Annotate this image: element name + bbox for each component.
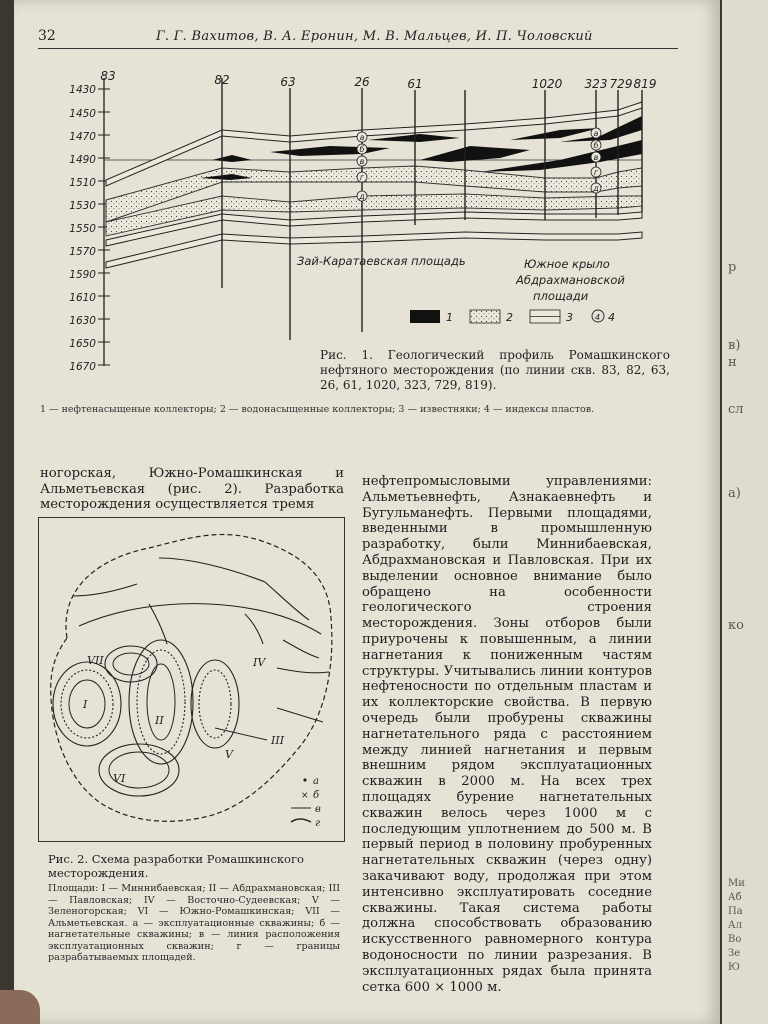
next-page-fragment: Зе	[728, 948, 741, 959]
legend-swatch-water	[470, 310, 500, 323]
area-boundary	[277, 668, 329, 673]
well-label: 819	[633, 77, 657, 91]
well-label: 26	[354, 75, 370, 89]
oil-saturated-lens	[212, 155, 252, 162]
area-boundary	[245, 614, 263, 644]
running-header-authors: Г. Г. Вахитов, В. А. Еронин, М. В. Мальцев, И. П. Чоловский	[156, 29, 593, 44]
region-label: IV	[253, 656, 266, 669]
area-label: Зай-Каратаевская площадь	[297, 254, 466, 268]
depth-label: 1430	[69, 84, 96, 96]
development-scheme-figure	[38, 517, 345, 842]
well-label: 1020	[531, 77, 563, 91]
figure2-caption: Рис. 2. Схема разработки Ромашкинского месторождения.	[48, 852, 304, 880]
figure1-legend: 1 — нефтенасыщеные коллекторы; 2 — водонасыщенные коллекторы; 3 — известняки; 4 — индексы пластов.	[40, 404, 595, 415]
next-page-fragment: Па	[728, 906, 743, 917]
region-label: VI	[113, 772, 126, 785]
depth-label: 1610	[69, 292, 96, 304]
development-scheme-map	[39, 518, 344, 841]
legend-symbol-injection-well: ×	[301, 791, 309, 801]
area-label: Южное крыло	[524, 257, 610, 271]
area-boundary	[149, 604, 167, 644]
depth-label: 1470	[69, 131, 96, 143]
layer-index-label: б	[593, 141, 599, 150]
next-page-fragment: Ми	[728, 878, 745, 889]
layer-index-label: г	[593, 168, 599, 177]
legend-letter: б	[313, 790, 320, 801]
well-row	[137, 650, 185, 754]
depth-label: 1650	[69, 338, 96, 350]
legend-letter: в	[315, 804, 321, 815]
next-page-fragment: Аб	[728, 892, 742, 903]
layer-index-label: а	[359, 133, 365, 142]
depth-label: 1670	[69, 361, 96, 373]
next-page-fragment: Ю	[728, 962, 740, 973]
layer-index-label: в	[359, 157, 365, 166]
depth-label: 1590	[69, 269, 96, 281]
legend-letter: г	[315, 818, 321, 829]
well-label: 729	[609, 77, 633, 91]
next-page-fragment: сл	[728, 402, 744, 417]
depth-label: 1530	[69, 200, 96, 212]
layer-index-label: а	[593, 129, 599, 138]
region-label: III	[271, 734, 285, 747]
next-page-fragment: р	[728, 260, 737, 275]
depth-label: 1490	[69, 154, 96, 166]
layer-index-label: д	[593, 184, 599, 193]
depth-label: 1570	[69, 246, 96, 258]
layer-index-label: д	[359, 192, 365, 201]
legend-symbol-area-boundary	[291, 819, 311, 822]
well-row	[113, 653, 149, 675]
geological-profile-figure	[0, 0, 768, 400]
legend-symbol-production-well	[303, 778, 306, 781]
area-boundary	[277, 708, 323, 722]
next-page-fragment: Ал	[728, 920, 742, 931]
figure1-caption: Рис. 1. Геологический профиль Ромашкинского нефтяного месторождения (по линии скв. 83, 82, 63, 26, 61, 1020, 323, 729, 819).	[320, 348, 670, 392]
area-boundary	[79, 604, 321, 634]
depth-label: 1630	[69, 315, 96, 327]
depth-label: 1550	[69, 223, 96, 235]
legend-number: 4	[608, 311, 615, 324]
body-text-right: нефтепромысловыми управлениями: Альметьевнефть, Азнакаевнефть и Бугульманефть. Первыми площадями, введенными в промышленную разработку, были Миннибаевская, Абдрахмановская и Павловская. При их выделении основное внимание было обращено на особенности геологического строения месторождения. Зоны отборов были приурочены к повышенным, а линии нагнетания к пониженным частям структуры. Учитывались линии контуров нефтеносности по отдельным пластам и их коллекторские свойства. В первую очередь были пробурены скважины нагнетательного ряда с расстоянием между линией нагнетания и первым внешним рядом эксплуатационных скважин в 2000 м. На всех трех площадях бурение нагнетательных скважин велось через 1000 м с последующим уплотнением до 500 м. В первый период в половину пробуренных нагнетательных скважин (через одну) закачивают воду, продолжая при этом интенсивно эксплуатировать соседние скважины. Такая система работы должна способствовать образованию искусственного равномерного контура водоносности по линии разрезания. В эксплуатационных рядах была принята сетка 600 × 1000 м.	[362, 474, 652, 995]
next-page-fragment: в)	[728, 338, 741, 353]
legend-letter: а	[313, 776, 319, 787]
body-text-left: ногорская, Южно-Ромашкинская и Альметьевская (рис. 2). Разработка месторождения осуществляется тремя	[40, 466, 344, 512]
area-outline	[129, 640, 193, 764]
reader-thumb	[0, 990, 40, 1024]
area-boundary	[283, 640, 319, 658]
next-page-fragment: ко	[728, 618, 744, 633]
layer-index-label: б	[359, 145, 365, 154]
next-page-fragment: н	[728, 355, 737, 370]
field-outer-boundary	[51, 535, 332, 822]
area-boundary	[265, 582, 309, 620]
legend-swatch-oil	[410, 310, 440, 323]
area-outline	[191, 660, 239, 748]
well-row	[199, 670, 231, 738]
area-boundary	[73, 584, 137, 596]
depth-label: 1510	[69, 177, 96, 189]
well-label: 82	[214, 73, 230, 87]
region-label: V	[225, 748, 233, 761]
well-label: 323	[584, 77, 608, 91]
layer-index-label: в	[593, 153, 599, 162]
well-label: 61	[407, 77, 423, 91]
oil-saturated-lens	[270, 146, 390, 156]
region-label: II	[155, 714, 164, 727]
legend-index-sample: 4	[595, 313, 601, 322]
area-boundary	[159, 558, 265, 582]
next-page-fragment: Во	[728, 934, 742, 945]
area-label: Абдрахмановской	[516, 273, 625, 287]
page-number: 32	[38, 28, 56, 44]
well-label: 63	[280, 75, 296, 89]
area-label: площади	[533, 289, 589, 303]
region-label: VII	[87, 654, 104, 667]
well-label: 83	[100, 69, 116, 83]
depth-label: 1450	[69, 108, 96, 120]
leader-line	[215, 728, 267, 740]
legend-number: 2	[506, 311, 513, 324]
region-label: I	[83, 698, 88, 711]
next-page-fragment: а)	[728, 486, 741, 501]
legend-number: 1	[446, 311, 453, 324]
legend-number: 3	[566, 311, 573, 324]
figure2-legend: Площади: I — Миннибаевская; II — Абдрахмановская; III — Павловская; IV — Восточно-Судеевская; V — Зеленогорская; VI — Южно-Ромашкинская; VII — Альметьевская. а — эксплуатационные скважины; б — нагнетательные скважины; в — линия расположения эксплуатационных скважин; г — границы разрабатываемых площадей.	[48, 883, 340, 963]
layer-index-label: г	[359, 173, 365, 182]
